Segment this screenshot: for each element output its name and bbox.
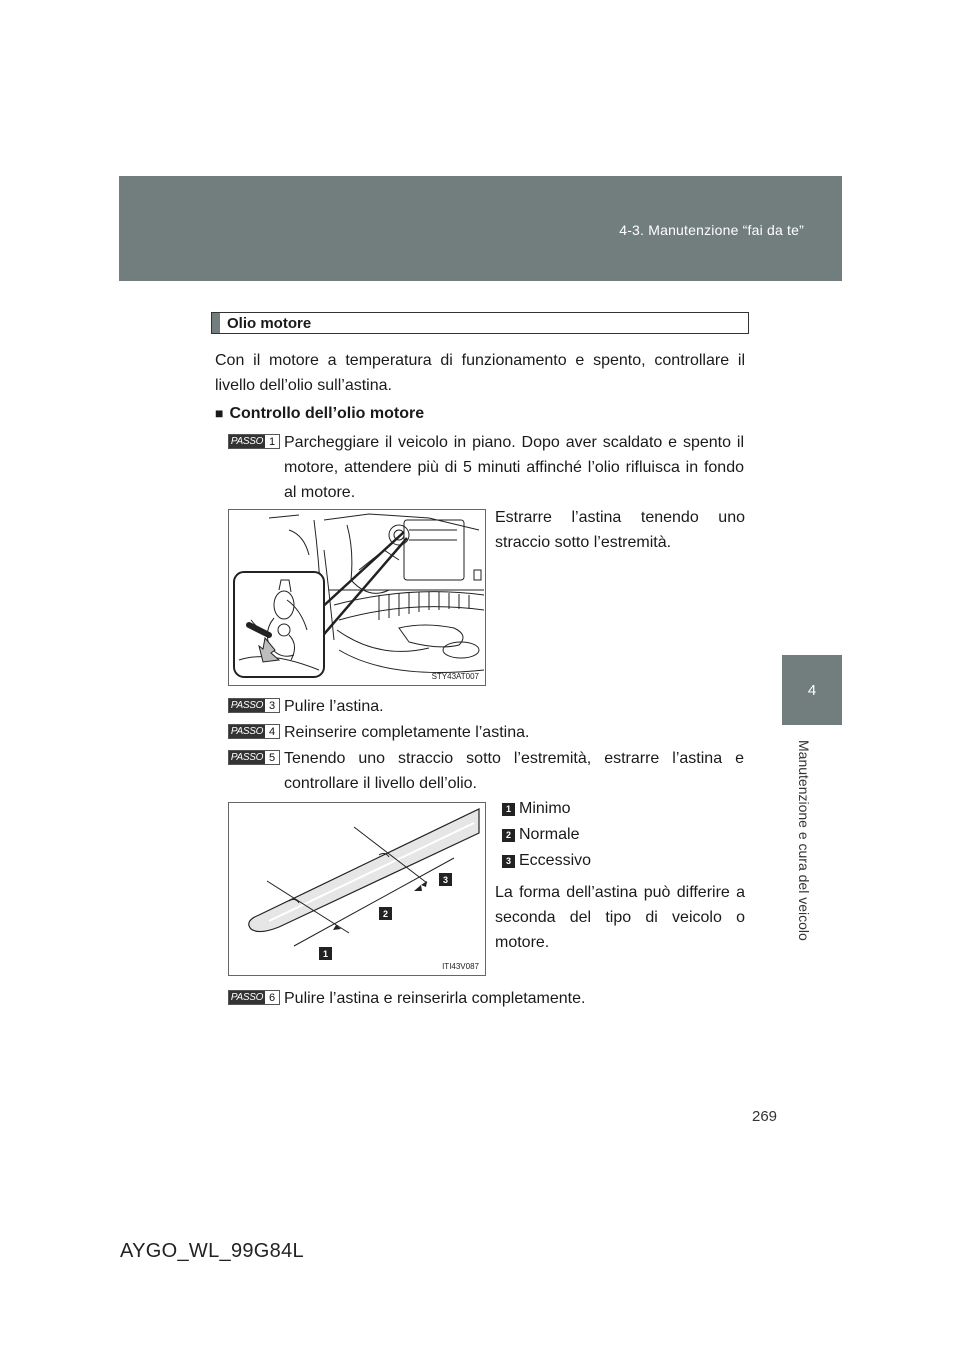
section-heading (211, 312, 749, 334)
legend-item: 3 Eccessivo (502, 852, 591, 870)
step-badge-5: PASSO 5 (228, 750, 280, 765)
dipstick-drawing (229, 803, 485, 975)
figure-code: ITI43V087 (442, 962, 479, 971)
page-number: 269 (752, 1108, 778, 1125)
callout-1: 1 (322, 949, 329, 959)
square-bullet-icon: ■ (215, 405, 224, 421)
step-badge-6: PASSO 6 (228, 990, 280, 1005)
step-badge-1: PASSO 1 (228, 434, 280, 449)
heading-marker (212, 313, 220, 333)
header-section-title: 4-3. Manutenzione “fai da te” (619, 222, 804, 238)
intro-paragraph: Con il motore a temperatura di funzionamento e spento, controllare il livello dell’olio sull’astina. (215, 352, 745, 394)
dipstick-illustration (228, 802, 486, 976)
step-text-2: Estrarre l’astina tenendo uno straccio sotto l’estremità. (495, 509, 745, 551)
step-text-1: Parcheggiare il veicolo in piano. Dopo aver scaldato e spento il motore, attendere più di 5 minuti affinché l’olio rifluisca in fondo al motore. (284, 434, 744, 501)
step-text-6: Pulire l’astina e reinserirla completamente. (284, 990, 586, 1007)
step-badge-4: PASSO 4 (228, 724, 280, 739)
subheading-text: Controllo dell’olio motore (229, 405, 425, 422)
subheading (215, 405, 424, 423)
step-badge-3: PASSO 3 (228, 698, 280, 713)
callout-3: 3 (442, 875, 449, 885)
callout-2: 2 (382, 909, 389, 919)
step-text-5: Tenendo uno straccio sotto l’estremità, estrarre l’astina e controllare il livello dell’olio. (284, 750, 744, 792)
header-bar (119, 176, 842, 281)
chapter-tab: 4 (782, 655, 842, 725)
legend-item: 1 Minimo (502, 800, 571, 818)
engine-bay-drawing (229, 510, 485, 685)
chapter-title-vertical: Manutenzione e cura del veicolo (796, 740, 812, 941)
dipstick-note: La forma dell’astina può differire a seconda del tipo di veicolo o motore. (495, 884, 745, 951)
engine-illustration (228, 509, 486, 686)
legend-item: 2 Normale (502, 826, 579, 844)
section-title: Olio motore (227, 314, 312, 332)
step-text-3: Pulire l’astina. (284, 698, 384, 715)
figure-code: STY43AT007 (431, 672, 479, 681)
step-text-4: Reinserire completamente l’astina. (284, 724, 530, 741)
document-code: AYGO_WL_99G84L (120, 1240, 304, 1262)
